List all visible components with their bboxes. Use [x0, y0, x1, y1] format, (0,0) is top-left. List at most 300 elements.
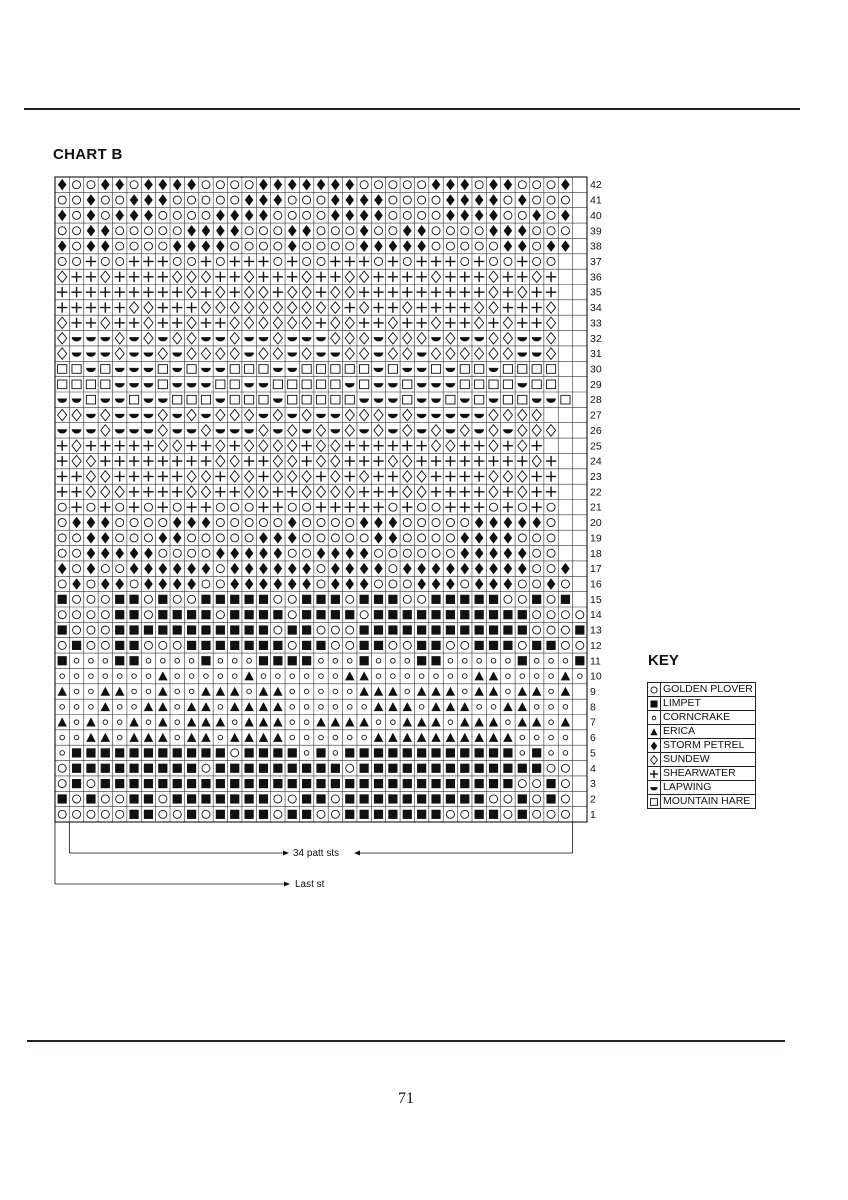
- stitch-cell: [86, 486, 95, 498]
- stitch-cell: [74, 705, 79, 710]
- stitch-cell: [259, 242, 267, 250]
- stitch-cell: [520, 735, 525, 740]
- stitch-cell: [503, 429, 513, 433]
- stitch-cell: [129, 318, 139, 328]
- stitch-cell: [173, 532, 182, 544]
- stitch-cell: [417, 656, 426, 665]
- stitch-cell: [446, 610, 455, 619]
- chart-title: CHART B: [53, 146, 123, 163]
- stitch-cell: [116, 242, 124, 250]
- stitch-cell: [345, 271, 354, 283]
- stitch-cell: [288, 380, 297, 389]
- stitch-cell: [547, 565, 555, 573]
- stitch-cell: [532, 717, 541, 726]
- stitch-cell: [503, 302, 513, 312]
- stitch-cell: [403, 240, 412, 252]
- stitch-cell: [172, 471, 182, 481]
- stitch-cell: [373, 487, 383, 497]
- stitch-cell: [73, 181, 81, 189]
- stitch-cell: [503, 272, 513, 282]
- stitch-cell: [71, 272, 81, 282]
- stitch-cell: [360, 225, 369, 237]
- stitch-cell: [158, 779, 167, 788]
- stitch-cell: [533, 626, 541, 634]
- stitch-cell: [374, 194, 383, 206]
- last-st-label: Last st: [295, 879, 325, 890]
- stitch-cell: [101, 257, 109, 265]
- stitch-cell: [489, 179, 498, 191]
- stitch-cell: [158, 256, 168, 266]
- stitch-cell: [132, 705, 137, 710]
- chart-row: [58, 625, 585, 634]
- stitch-cell: [360, 380, 369, 389]
- stitch-cell: [460, 194, 469, 206]
- stitch-cell: [216, 210, 225, 222]
- stitch-cell: [129, 733, 138, 742]
- stitch-cell: [475, 610, 484, 619]
- stitch-cell: [204, 674, 209, 679]
- stitch-cell: [230, 256, 240, 266]
- stitch-cell: [188, 549, 196, 557]
- stitch-cell: [474, 687, 483, 696]
- row-number: 18: [590, 547, 602, 560]
- stitch-cell: [345, 348, 354, 360]
- stitch-cell: [345, 486, 354, 498]
- stitch-cell: [173, 196, 181, 204]
- stitch-cell: [258, 471, 268, 481]
- stitch-cell: [259, 383, 269, 387]
- key-label: LIMPET: [661, 697, 756, 711]
- stitch-cell: [188, 257, 196, 265]
- stitch-cell: [288, 625, 297, 634]
- stitch-cell: [331, 395, 340, 404]
- stitch-cell: [230, 610, 239, 619]
- stitch-cell: [432, 549, 440, 557]
- stitch-cell: [58, 210, 67, 222]
- stitch-cell: [345, 425, 354, 437]
- stitch-cell: [173, 794, 182, 803]
- stitch-cell: [532, 687, 541, 696]
- stitch-cell: [146, 689, 151, 694]
- stitch-cell: [374, 409, 383, 421]
- row-number: 5: [590, 747, 596, 760]
- stitch-cell: [302, 395, 311, 404]
- stitch-cell: [201, 302, 210, 314]
- stitch-cell: [146, 658, 151, 663]
- stitch-cell: [446, 563, 455, 575]
- stitch-cell: [531, 487, 541, 497]
- stitch-cell: [460, 414, 470, 418]
- stitch-cell: [546, 348, 555, 360]
- stitch-cell: [330, 352, 340, 356]
- stitch-cell: [431, 383, 441, 387]
- stitch-cell: [58, 271, 67, 283]
- stitch-cell: [158, 702, 167, 711]
- row-number: 27: [590, 409, 602, 422]
- stitch-cell: [533, 795, 541, 803]
- stitch-cell: [216, 611, 224, 619]
- stitch-cell: [87, 503, 95, 511]
- stitch-cell: [187, 764, 196, 773]
- stitch-cell: [274, 227, 282, 235]
- stitch-cell: [403, 610, 412, 619]
- stitch-cell: [359, 441, 369, 451]
- stitch-cell: [549, 705, 554, 710]
- stitch-cell: [531, 502, 541, 512]
- stitch-cell: [547, 578, 556, 590]
- stitch-cell: [518, 687, 527, 696]
- stitch-cell: [503, 409, 512, 421]
- stitch-cell: [129, 502, 139, 512]
- stitch-cell: [58, 764, 66, 772]
- stitch-cell: [333, 751, 338, 756]
- stitch-cell: [331, 563, 340, 575]
- stitch-cell: [461, 641, 469, 649]
- stitch-cell: [57, 717, 66, 726]
- stitch-cell: [173, 810, 181, 818]
- stitch-cell: [287, 414, 297, 418]
- stitch-cell: [86, 337, 96, 341]
- stitch-cell: [101, 425, 110, 437]
- stitch-cell: [376, 674, 381, 679]
- stitch-cell: [302, 486, 311, 498]
- stitch-cell: [89, 674, 94, 679]
- stitch-cell: [259, 519, 267, 527]
- stitch-cell: [158, 337, 168, 341]
- stitch-cell: [273, 368, 283, 372]
- stitch-cell: [532, 380, 541, 389]
- stitch-cell: [446, 395, 455, 404]
- stitch-cell: [431, 779, 440, 788]
- stitch-cell: [143, 256, 153, 266]
- stitch-cell: [489, 286, 498, 298]
- stitch-cell: [159, 549, 167, 557]
- stitch-cell: [159, 563, 168, 575]
- stitch-cell: [259, 302, 268, 314]
- stitch-cell: [503, 287, 513, 297]
- stitch-cell: [215, 429, 225, 433]
- stitch-cell: [576, 611, 584, 619]
- stitch-cell: [575, 625, 584, 634]
- stitch-cell: [331, 365, 340, 374]
- stitch-cell: [517, 337, 527, 341]
- stitch-cell: [360, 656, 369, 665]
- stitch-cell: [216, 779, 225, 788]
- stitch-cell: [518, 717, 527, 726]
- stitch-cell: [460, 456, 470, 466]
- stitch-cell: [101, 702, 110, 711]
- stitch-cell: [331, 534, 339, 542]
- stitch-cell: [247, 658, 252, 663]
- stitch-cell: [345, 302, 355, 312]
- stitch-cell: [376, 720, 381, 725]
- stitch-cell: [489, 764, 498, 773]
- stitch-cell: [517, 272, 527, 282]
- stitch-cell: [345, 409, 354, 421]
- stitch-cell: [259, 764, 268, 773]
- stitch-cell: [374, 532, 383, 544]
- stitch-cell: [130, 210, 139, 222]
- stitch-cell: [230, 764, 239, 773]
- stitch-cell: [374, 810, 383, 819]
- stitch-cell: [417, 486, 426, 498]
- stitch-cell: [303, 503, 311, 511]
- stitch-cell: [57, 399, 67, 403]
- stitch-cell: [304, 689, 309, 694]
- stitch-cell: [86, 429, 96, 433]
- stitch-cell: [374, 352, 384, 356]
- stitch-cell: [101, 565, 109, 573]
- key-row: [648, 795, 756, 809]
- stitch-cell: [460, 348, 469, 360]
- stitch-cell: [376, 658, 381, 663]
- stitch-cell: [302, 794, 311, 803]
- stitch-cell: [316, 395, 325, 404]
- stitch-cell: [288, 302, 297, 314]
- stitch-cell: [129, 272, 139, 282]
- stitch-cell: [302, 337, 312, 341]
- stitch-cell: [129, 748, 138, 757]
- stitch-cell: [302, 365, 311, 374]
- stitch-cell: [474, 272, 484, 282]
- row-number: 40: [590, 209, 602, 222]
- stitch-cell: [417, 578, 426, 590]
- stitch-cell: [561, 240, 570, 252]
- stitch-cell: [58, 810, 66, 818]
- stitch-cell: [230, 810, 239, 819]
- stitch-cell: [216, 810, 225, 819]
- stitch-cell: [288, 532, 297, 544]
- key-row: [648, 753, 756, 767]
- stitch-cell: [159, 179, 168, 191]
- stitch-cell: [532, 595, 541, 604]
- stitch-cell: [187, 641, 196, 650]
- stitch-cell: [158, 409, 167, 421]
- stitch-cell: [115, 210, 124, 222]
- stitch-cell: [503, 332, 512, 344]
- stitch-cell: [302, 656, 311, 665]
- page-number: 71: [398, 1090, 414, 1107]
- stitch-cell: [202, 240, 211, 252]
- stitch-cell: [189, 674, 194, 679]
- stitch-cell: [561, 179, 570, 191]
- stitch-cell: [129, 610, 138, 619]
- stitch-cell: [360, 210, 369, 222]
- stitch-cell: [245, 181, 253, 189]
- stitch-cell: [230, 441, 240, 451]
- stitch-cell: [273, 455, 282, 467]
- stitch-cell: [159, 519, 167, 527]
- stitch-cell: [86, 352, 96, 356]
- stitch-cell: [187, 779, 196, 788]
- stitch-cell: [319, 674, 324, 679]
- stitch-cell: [534, 735, 539, 740]
- stitch-cell: [446, 549, 454, 557]
- stitch-cell: [87, 780, 95, 788]
- stitch-cell: [331, 578, 340, 590]
- stitch-cell: [316, 764, 325, 773]
- key-label: LAPWING: [661, 781, 756, 795]
- stitch-cell: [245, 486, 254, 498]
- stitch-cell: [432, 179, 441, 191]
- stitch-cell: [374, 733, 383, 742]
- stitch-cell: [259, 532, 268, 544]
- stitch-cell: [489, 486, 498, 498]
- stitch-cell: [230, 272, 240, 282]
- stitch-cell: [201, 702, 210, 711]
- stitch-cell: [504, 517, 513, 529]
- stitch-cell: [302, 179, 311, 191]
- stitch-cell: [417, 399, 427, 403]
- stitch-cell: [115, 456, 125, 466]
- stitch-cell: [302, 595, 311, 604]
- stitch-cell: [129, 352, 139, 356]
- stitch-cell: [345, 441, 355, 451]
- stitch-cell: [144, 702, 153, 711]
- stitch-cell: [130, 227, 138, 235]
- stitch-cell: [58, 595, 67, 604]
- stitch-cell: [490, 503, 498, 511]
- stitch-cell: [173, 517, 182, 529]
- stitch-cell: [100, 502, 110, 512]
- stitch-cell: [503, 733, 512, 742]
- stitch-cell: [503, 441, 513, 451]
- stitch-cell: [215, 399, 225, 403]
- stitch-cell: [158, 748, 167, 757]
- stitch-cell: [144, 519, 152, 527]
- stitch-cell: [259, 687, 268, 696]
- stitch-cell: [345, 794, 354, 803]
- stitch-cell: [374, 517, 383, 529]
- stitch-cell: [201, 748, 210, 757]
- stitch-cell: [445, 502, 455, 512]
- stitch-cell: [431, 487, 441, 497]
- stitch-cell: [144, 368, 154, 372]
- stitch-cell: [475, 242, 483, 250]
- stitch-cell: [518, 595, 526, 603]
- repeat-label: 34 patt sts: [293, 848, 340, 859]
- stitch-cell: [187, 748, 196, 757]
- row-number: 32: [590, 332, 602, 345]
- stitch-cell: [431, 317, 440, 329]
- stitch-cell: [373, 272, 383, 282]
- stitch-cell: [115, 383, 125, 387]
- stitch-cell: [389, 549, 397, 557]
- stitch-cell: [331, 332, 340, 344]
- stitch-cell: [561, 395, 570, 404]
- stitch-cell: [316, 318, 326, 328]
- stitch-cell: [316, 380, 325, 389]
- stitch-cell: [362, 705, 367, 710]
- stitch-cell: [101, 240, 110, 252]
- stitch-cell: [259, 210, 268, 222]
- stitch-cell: [259, 414, 269, 418]
- stitch-cell: [374, 425, 383, 437]
- stitch-cell: [230, 225, 239, 237]
- stitch-cell: [245, 503, 253, 511]
- key-row: [648, 711, 756, 725]
- stitch-cell: [460, 380, 469, 389]
- stitch-cell: [474, 256, 484, 266]
- stitch-cell: [316, 414, 326, 418]
- stitch-cell: [245, 409, 254, 421]
- stitch-cell: [417, 687, 426, 696]
- stitch-cell: [87, 240, 96, 252]
- key-row: [648, 697, 756, 711]
- stitch-cell: [173, 211, 181, 219]
- stitch-cell: [72, 748, 81, 757]
- stitch-cell: [302, 409, 311, 421]
- stitch-cell: [87, 611, 95, 619]
- stitch-cell: [101, 409, 110, 421]
- sundew-open-diamond-icon: [648, 753, 661, 767]
- stitch-cell: [245, 242, 253, 250]
- stitch-cell: [129, 471, 139, 481]
- stitch-cell: [403, 395, 412, 404]
- stitch-cell: [172, 352, 182, 356]
- row-number: 35: [590, 286, 602, 299]
- stitch-cell: [101, 517, 110, 529]
- stitch-cell: [446, 348, 455, 360]
- stitch-cell: [259, 625, 268, 634]
- stitch-cell: [188, 196, 196, 204]
- stitch-cell: [316, 595, 325, 604]
- stitch-cell: [288, 563, 297, 575]
- stitch-cell: [345, 365, 354, 374]
- stitch-cell: [360, 409, 369, 421]
- stitch-cell: [533, 196, 541, 204]
- stitch-cell: [331, 595, 340, 604]
- stitch-cell: [60, 674, 65, 679]
- stitch-cell: [490, 242, 498, 250]
- stitch-cell: [475, 181, 483, 189]
- stitch-cell: [86, 748, 95, 757]
- stitch-cell: [144, 748, 153, 757]
- stitch-cell: [287, 487, 297, 497]
- stitch-cell: [188, 595, 196, 603]
- stitch-cell: [274, 563, 283, 575]
- stitch-cell: [144, 547, 153, 559]
- stitch-cell: [403, 225, 412, 237]
- stitch-cell: [259, 810, 268, 819]
- stitch-cell: [288, 440, 297, 452]
- stitch-cell: [561, 595, 570, 604]
- stitch-cell: [374, 399, 384, 403]
- stitch-cell: [201, 486, 210, 498]
- stitch-cell: [303, 242, 311, 250]
- stitch-cell: [173, 578, 182, 590]
- stitch-cell: [331, 179, 340, 191]
- stitch-cell: [144, 194, 153, 206]
- stitch-cell: [345, 395, 354, 404]
- key-title: KEY: [648, 652, 679, 669]
- stitch-cell: [316, 610, 325, 619]
- stitch-cell: [202, 225, 211, 237]
- stitch-cell: [231, 534, 239, 542]
- stitch-cell: [418, 519, 426, 527]
- stitch-cell: [187, 486, 196, 498]
- stitch-cell: [158, 502, 168, 512]
- stitch-cell: [144, 227, 152, 235]
- stitch-cell: [187, 409, 196, 421]
- stitch-cell: [546, 380, 555, 389]
- stitch-cell: [488, 456, 498, 466]
- stitch-cell: [129, 429, 139, 433]
- stitch-cell: [346, 764, 354, 772]
- stitch-cell: [345, 471, 355, 481]
- stitch-cell: [101, 764, 110, 773]
- stitch-cell: [201, 502, 211, 512]
